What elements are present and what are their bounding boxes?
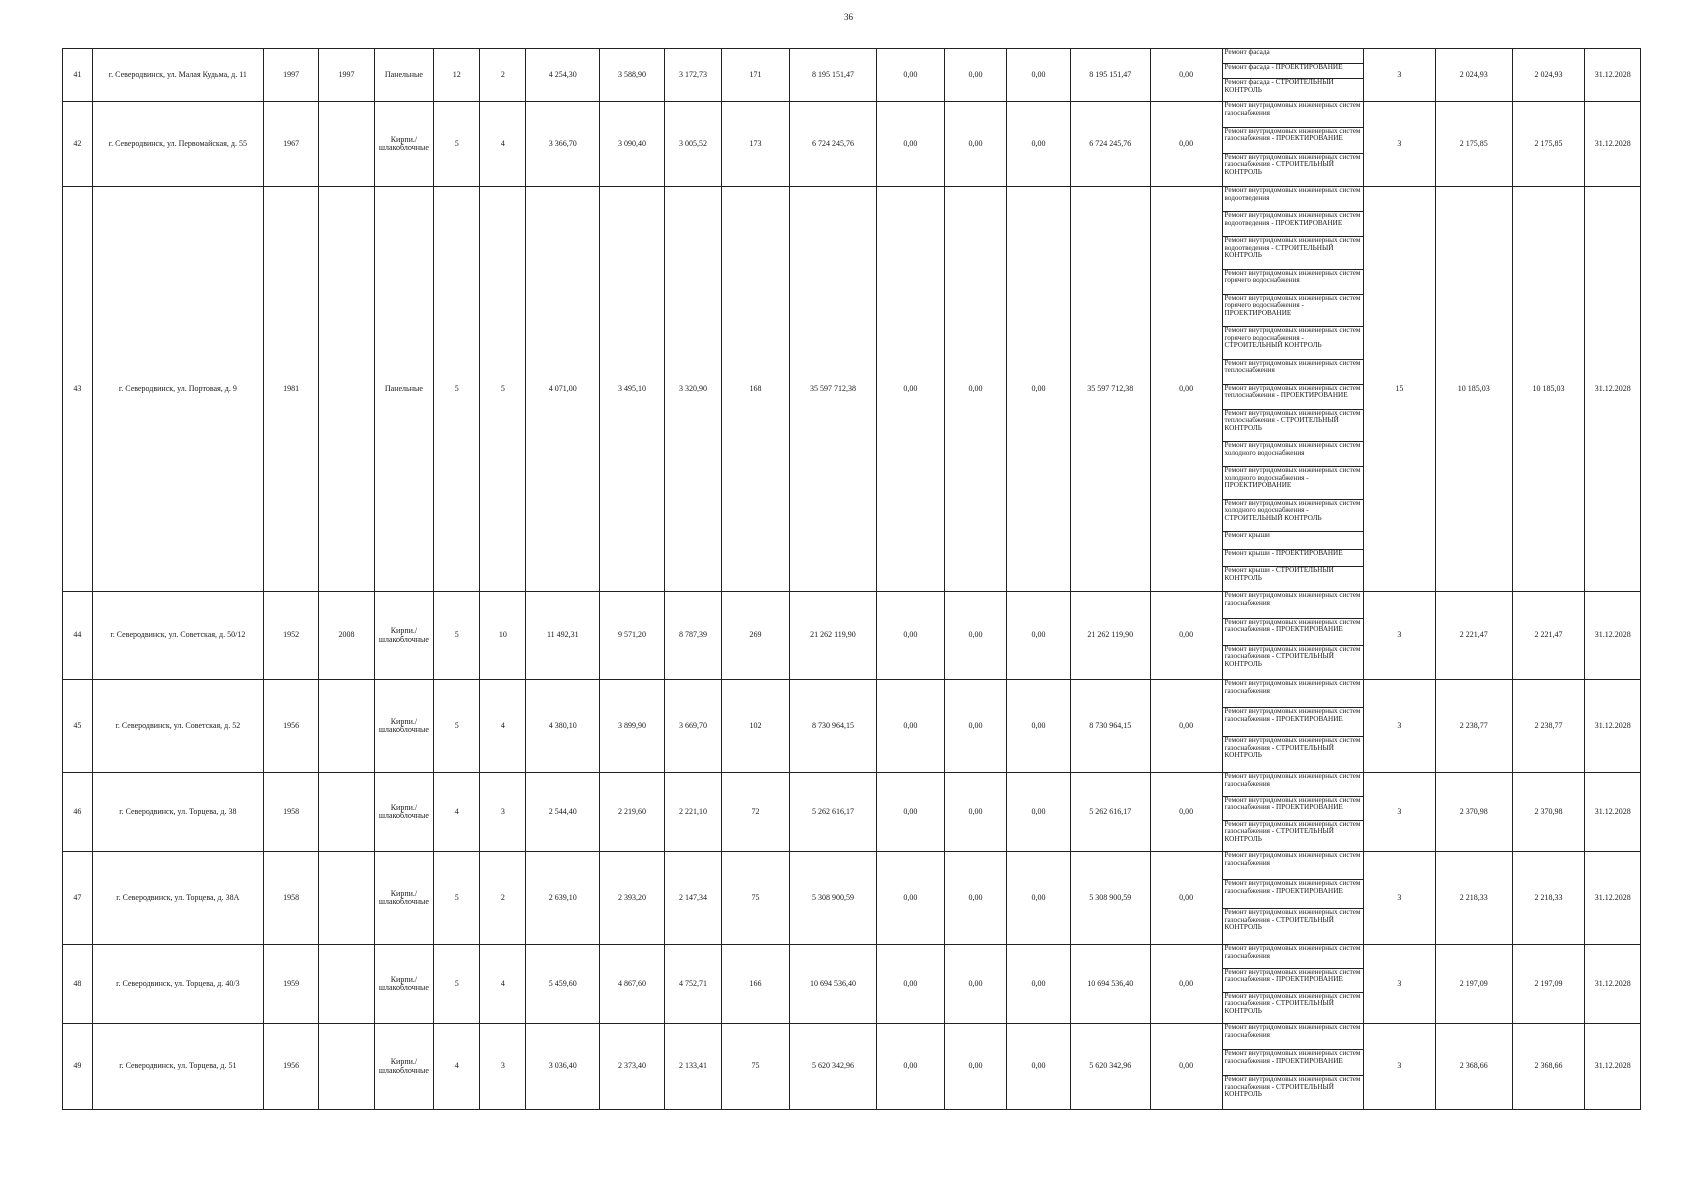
cell-addr: г. Северодвинск, ул. Торцева, д. 40/3 (92, 945, 263, 1024)
work-item (1223, 773, 1363, 797)
cell-cost: 8 730 964,15 (789, 680, 876, 773)
work-item-text: Ремонт внутридомовых инженерных систем теплоснабжения - ПРОЕКТИРОВАНИЕ (1224, 384, 1361, 400)
cell-ent: 3 (480, 1024, 526, 1110)
work-item-text: Ремонт внутридомовых инженерных систем газоснабжения - ПРОЕКТИРОВАНИЕ (1224, 968, 1361, 984)
cell-z2: 0,00 (944, 680, 1007, 773)
cell-s1: 5 459,60 (526, 945, 600, 1024)
cell-z4: 0,00 (1150, 680, 1222, 773)
cell-s3: 2 133,41 (664, 1024, 721, 1110)
work-item-text: Ремонт внутридомовых инженерных систем горячего водоснабжения - ПРОЕКТИРОВАНИЕ (1224, 294, 1361, 317)
cell-u1: 2 218,33 (1435, 852, 1512, 945)
works-list (1223, 773, 1363, 851)
work-item-text: Ремонт внутридомовых инженерных систем холодного водоснабжения (1224, 442, 1361, 457)
cell-pop: 166 (722, 945, 790, 1024)
work-item (1223, 212, 1363, 237)
cell-y1: 1952 (263, 592, 318, 680)
cell-z3: 0,00 (1007, 945, 1071, 1024)
cell-cost2: 8 195 151,47 (1070, 49, 1150, 102)
cell-n: 48 (63, 945, 93, 1024)
cell-date: 31.12.2028 (1585, 102, 1641, 187)
cell-s2: 2 393,20 (600, 852, 665, 945)
work-item-text: Ремонт внутридомовых инженерных систем холодного водоснабжения - ПРОЕКТИРОВАНИЕ (1224, 467, 1361, 490)
work-item-text: Ремонт крыши (1224, 532, 1270, 540)
cell-z1: 0,00 (877, 680, 945, 773)
work-item-text: Ремонт внутридомовых инженерных систем газоснабжения (1224, 945, 1361, 960)
cell-u1: 2 221,47 (1435, 592, 1512, 680)
cell-addr: г. Северодвинск, ул. Советская, д. 52 (92, 680, 263, 773)
cell-z4: 0,00 (1150, 592, 1222, 680)
work-item-text: Ремонт внутридомовых инженерных систем газоснабжения - СТРОИТЕЛЬНЫЙ КОНТРОЛЬ (1224, 908, 1361, 932)
cell-s1: 2 544,40 (526, 773, 600, 852)
cell-u1: 2 024,93 (1435, 49, 1512, 102)
cell-mat: Кирпи./ шлакоблочные (374, 945, 433, 1024)
cell-s3: 3 172,73 (664, 49, 721, 102)
cell-cnt: 3 (1364, 852, 1436, 945)
works-list (1223, 592, 1363, 679)
cell-s2: 2 219,60 (600, 773, 665, 852)
cell-z1: 0,00 (877, 1024, 945, 1110)
works-list (1223, 1024, 1363, 1109)
work-item (1223, 550, 1363, 567)
cell-pop: 102 (722, 680, 790, 773)
work-item-text: Ремонт фасада - СТРОИТЕЛЬНЫЙ КОНТРОЛЬ (1224, 79, 1334, 94)
cell-mat: Кирпи./ шлакоблочные (374, 1024, 433, 1110)
cell-z3: 0,00 (1007, 1024, 1071, 1110)
cell-u1: 2 370,98 (1435, 773, 1512, 852)
cell-date: 31.12.2028 (1585, 945, 1641, 1024)
cell-z1: 0,00 (877, 49, 945, 102)
cell-cost: 8 195 151,47 (789, 49, 876, 102)
cell-works (1222, 592, 1363, 680)
cell-y1: 1967 (263, 102, 318, 187)
cell-fl: 5 (434, 187, 480, 592)
work-item (1223, 567, 1363, 591)
cell-n: 47 (63, 852, 93, 945)
cell-fl: 5 (434, 945, 480, 1024)
cell-mat: Кирпи./ шлакоблочные (374, 773, 433, 852)
work-item (1223, 945, 1363, 969)
work-item-text: Ремонт внутридомовых инженерных систем газоснабжения - СТРОИТЕЛЬНЫЙ КОНТРОЛЬ (1224, 153, 1361, 176)
cell-works (1222, 187, 1363, 592)
cell-y1: 1958 (263, 773, 318, 852)
cell-s3: 4 752,71 (664, 945, 721, 1024)
work-item-text: Ремонт внутридомовых инженерных систем газоснабжения (1224, 773, 1361, 788)
cell-z1: 0,00 (877, 187, 945, 592)
cell-s2: 9 571,20 (600, 592, 665, 680)
cell-cost: 21 262 119,90 (789, 592, 876, 680)
work-item (1223, 154, 1363, 186)
cell-works (1222, 1024, 1363, 1110)
cell-addr: г. Северодвинск, ул. Малая Кудьма, д. 11 (92, 49, 263, 102)
cell-z1: 0,00 (877, 592, 945, 680)
cell-s3: 2 221,10 (664, 773, 721, 852)
work-item-text: Ремонт крыши - СТРОИТЕЛЬНЫЙ КОНТРОЛЬ (1224, 567, 1334, 582)
cell-cost2: 8 730 964,15 (1070, 680, 1150, 773)
repair-register-table (62, 48, 1641, 1110)
cell-mat: Кирпи./ шлакоблочные (374, 102, 433, 187)
cell-y2 (319, 773, 374, 852)
work-item-text: Ремонт внутридомовых инженерных систем газоснабжения - ПРОЕКТИРОВАНИЕ (1224, 880, 1361, 896)
work-item (1223, 49, 1363, 64)
cell-cnt: 3 (1364, 49, 1436, 102)
cell-z4: 0,00 (1150, 1024, 1222, 1110)
table-row (63, 945, 1641, 1024)
work-item-text: Ремонт внутридомовых инженерных систем газоснабжения - ПРОЕКТИРОВАНИЕ (1224, 796, 1361, 812)
cell-pop: 168 (722, 187, 790, 592)
cell-y2 (319, 1024, 374, 1110)
cell-date: 31.12.2028 (1585, 680, 1641, 773)
cell-works (1222, 49, 1363, 102)
cell-z3: 0,00 (1007, 592, 1071, 680)
cell-works (1222, 773, 1363, 852)
cell-n: 42 (63, 102, 93, 187)
cell-s1: 4 380,10 (526, 680, 600, 773)
cell-u2: 2 221,47 (1512, 592, 1585, 680)
cell-s1: 3 036,40 (526, 1024, 600, 1110)
cell-y1: 1981 (263, 187, 318, 592)
table-row (63, 852, 1641, 945)
cell-cnt: 3 (1364, 680, 1436, 773)
cell-n: 46 (63, 773, 93, 852)
work-item (1223, 821, 1363, 851)
cell-fl: 5 (434, 680, 480, 773)
cell-cost2: 5 262 616,17 (1070, 773, 1150, 852)
cell-ent: 5 (480, 187, 526, 592)
cell-n: 41 (63, 49, 93, 102)
work-item (1223, 467, 1363, 500)
cell-u2: 2 370,98 (1512, 773, 1585, 852)
work-item (1223, 128, 1363, 154)
work-item-text: Ремонт внутридомовых инженерных систем горячего водоснабжения (1224, 269, 1361, 285)
cell-s1: 3 366,70 (526, 102, 600, 187)
work-item-text: Ремонт внутридомовых инженерных систем холодного водоснабжения - СТРОИТЕЛЬНЫЙ КОНТРОЛЬ (1224, 499, 1361, 522)
work-item (1223, 708, 1363, 736)
work-item (1223, 852, 1363, 880)
cell-date: 31.12.2028 (1585, 852, 1641, 945)
cell-addr: г. Северодвинск, ул. Торцева, д. 38 (92, 773, 263, 852)
work-item (1223, 646, 1363, 679)
cell-z2: 0,00 (944, 592, 1007, 680)
cell-cost: 35 597 712,38 (789, 187, 876, 592)
cell-date: 31.12.2028 (1585, 1024, 1641, 1110)
work-item (1223, 619, 1363, 646)
cell-u1: 2 197,09 (1435, 945, 1512, 1024)
cell-s3: 3 005,52 (664, 102, 721, 187)
work-item-text: Ремонт внутридомовых инженерных систем газоснабжения - ПРОЕКТИРОВАНИЕ (1224, 618, 1361, 634)
cell-cost2: 6 724 245,76 (1070, 102, 1150, 187)
cell-s2: 4 867,60 (600, 945, 665, 1024)
cell-fl: 5 (434, 102, 480, 187)
cell-fl: 4 (434, 773, 480, 852)
cell-y1: 1997 (263, 49, 318, 102)
work-item (1223, 79, 1363, 101)
cell-s3: 2 147,34 (664, 852, 721, 945)
cell-cnt: 3 (1364, 945, 1436, 1024)
cell-cnt: 3 (1364, 773, 1436, 852)
cell-y2 (319, 945, 374, 1024)
cell-s2: 3 588,90 (600, 49, 665, 102)
cell-y2 (319, 187, 374, 592)
cell-y1: 1958 (263, 852, 318, 945)
cell-cnt: 3 (1364, 592, 1436, 680)
work-item (1223, 797, 1363, 821)
cell-mat: Панельные (374, 49, 433, 102)
cell-works (1222, 852, 1363, 945)
cell-date: 31.12.2028 (1585, 49, 1641, 102)
cell-cnt: 15 (1364, 187, 1436, 592)
cell-date: 31.12.2028 (1585, 592, 1641, 680)
cell-z2: 0,00 (944, 852, 1007, 945)
work-item (1223, 680, 1363, 708)
cell-z2: 0,00 (944, 49, 1007, 102)
table-row (63, 592, 1641, 680)
cell-fl: 5 (434, 852, 480, 945)
cell-fl: 12 (434, 49, 480, 102)
cell-fl: 5 (434, 592, 480, 680)
table-row (63, 187, 1641, 592)
cell-cost: 10 694 536,40 (789, 945, 876, 1024)
work-item (1223, 410, 1363, 443)
cell-z3: 0,00 (1007, 773, 1071, 852)
work-item-text: Ремонт внутридомовых инженерных систем газоснабжения (1224, 1024, 1361, 1039)
work-item (1223, 360, 1363, 385)
cell-z3: 0,00 (1007, 852, 1071, 945)
work-item-text: Ремонт фасада - ПРОЕКТИРОВАНИЕ (1224, 64, 1343, 72)
work-item-text: Ремонт фасада (1224, 49, 1270, 56)
cell-cost2: 5 308 900,59 (1070, 852, 1150, 945)
table-row (63, 680, 1641, 773)
cell-works (1222, 680, 1363, 773)
cell-mat: Кирпи./ шлакоблочные (374, 852, 433, 945)
work-item (1223, 385, 1363, 410)
work-item (1223, 969, 1363, 993)
cell-mat: Кирпи./ шлакоблочные (374, 680, 433, 773)
work-item (1223, 442, 1363, 467)
cell-cnt: 3 (1364, 102, 1436, 187)
cell-cost: 5 262 616,17 (789, 773, 876, 852)
cell-ent: 2 (480, 49, 526, 102)
cell-u1: 2 238,77 (1435, 680, 1512, 773)
cell-pop: 72 (722, 773, 790, 852)
work-item-text: Ремонт внутридомовых инженерных систем газоснабжения - СТРОИТЕЛЬНЫЙ КОНТРОЛЬ (1224, 992, 1361, 1015)
cell-addr: г. Северодвинск, ул. Торцева, д. 38А (92, 852, 263, 945)
work-item-text: Ремонт внутридомовых инженерных систем газоснабжения (1224, 680, 1361, 695)
cell-z2: 0,00 (944, 945, 1007, 1024)
cell-z3: 0,00 (1007, 102, 1071, 187)
work-item-text: Ремонт внутридомовых инженерных систем газоснабжения (1224, 592, 1361, 607)
work-item-text: Ремонт внутридомовых инженерных систем горячего водоснабжения - СТРОИТЕЛЬНЫЙ КОНТРОЛЬ (1224, 327, 1361, 350)
work-item (1223, 532, 1363, 549)
cell-mat: Панельные (374, 187, 433, 592)
work-item-text: Ремонт внутридомовых инженерных систем водоотведения - СТРОИТЕЛЬНЫЙ КОНТРОЛЬ (1224, 236, 1361, 260)
work-item (1223, 1050, 1363, 1076)
cell-z1: 0,00 (877, 773, 945, 852)
work-item (1223, 993, 1363, 1023)
work-item (1223, 64, 1363, 79)
cell-n: 43 (63, 187, 93, 592)
cell-n: 45 (63, 680, 93, 773)
work-item (1223, 327, 1363, 360)
cell-mat: Кирпи./ шлакоблочные (374, 592, 433, 680)
work-item-text: Ремонт внутридомовых инженерных систем водоотведения (1224, 187, 1361, 202)
cell-fl: 4 (434, 1024, 480, 1110)
cell-z1: 0,00 (877, 852, 945, 945)
cell-z4: 0,00 (1150, 102, 1222, 187)
cell-z2: 0,00 (944, 102, 1007, 187)
work-item (1223, 102, 1363, 128)
work-item-text: Ремонт внутридомовых инженерных систем водоотведения - ПРОЕКТИРОВАНИЕ (1224, 211, 1361, 227)
cell-u1: 10 185,03 (1435, 187, 1512, 592)
work-item (1223, 270, 1363, 295)
cell-date: 31.12.2028 (1585, 773, 1641, 852)
cell-s1: 4 254,30 (526, 49, 600, 102)
work-item (1223, 592, 1363, 619)
cell-u2: 2 238,77 (1512, 680, 1585, 773)
work-item (1223, 880, 1363, 908)
cell-u2: 2 024,93 (1512, 49, 1585, 102)
cell-u2: 2 197,09 (1512, 945, 1585, 1024)
cell-addr: г. Северодвинск, ул. Портовая, д. 9 (92, 187, 263, 592)
cell-s3: 3 320,90 (664, 187, 721, 592)
cell-cost: 6 724 245,76 (789, 102, 876, 187)
cell-z1: 0,00 (877, 102, 945, 187)
work-item-text: Ремонт внутридомовых инженерных систем газоснабжения - СТРОИТЕЛЬНЫЙ КОНТРОЛЬ (1224, 736, 1361, 760)
cell-ent: 4 (480, 102, 526, 187)
cell-s3: 8 787,39 (664, 592, 721, 680)
work-item-text: Ремонт внутридомовых инженерных систем газоснабжения - СТРОИТЕЛЬНЫЙ КОНТРОЛЬ (1224, 645, 1361, 668)
works-list (1223, 945, 1363, 1023)
cell-cost2: 10 694 536,40 (1070, 945, 1150, 1024)
cell-y2: 1997 (319, 49, 374, 102)
cell-s1: 2 639,10 (526, 852, 600, 945)
cell-cost2: 35 597 712,38 (1070, 187, 1150, 592)
cell-z3: 0,00 (1007, 680, 1071, 773)
work-item-text: Ремонт внутридомовых инженерных систем теплоснабжения (1224, 359, 1361, 375)
cell-pop: 75 (722, 852, 790, 945)
cell-u2: 10 185,03 (1512, 187, 1585, 592)
cell-addr: г. Северодвинск, ул. Советская, д. 50/12 (92, 592, 263, 680)
cell-y2 (319, 852, 374, 945)
cell-s1: 4 071,00 (526, 187, 600, 592)
work-item-text: Ремонт внутридомовых инженерных систем газоснабжения - СТРОИТЕЛЬНЫЙ КОНТРОЛЬ (1224, 1076, 1361, 1099)
work-item-text: Ремонт внутридомовых инженерных систем газоснабжения - ПРОЕКТИРОВАНИЕ (1224, 708, 1361, 724)
cell-pop: 173 (722, 102, 790, 187)
cell-s3: 3 669,70 (664, 680, 721, 773)
cell-u2: 2 218,33 (1512, 852, 1585, 945)
table-row (63, 1024, 1641, 1110)
cell-z2: 0,00 (944, 773, 1007, 852)
work-item (1223, 187, 1363, 212)
cell-s1: 11 492,31 (526, 592, 600, 680)
cell-z2: 0,00 (944, 187, 1007, 592)
cell-works (1222, 102, 1363, 187)
work-item (1223, 909, 1363, 944)
cell-ent: 10 (480, 592, 526, 680)
work-item-text: Ремонт внутридомовых инженерных систем теплоснабжения - СТРОИТЕЛЬНЫЙ КОНТРОЛЬ (1224, 409, 1361, 432)
works-list (1223, 102, 1363, 186)
work-item (1223, 1024, 1363, 1050)
cell-cnt: 3 (1364, 1024, 1436, 1110)
work-item-text: Ремонт внутридомовых инженерных систем газоснабжения - ПРОЕКТИРОВАНИЕ (1224, 1050, 1361, 1065)
cell-z3: 0,00 (1007, 49, 1071, 102)
work-item-text: Ремонт внутридомовых инженерных систем газоснабжения (1224, 102, 1361, 117)
cell-pop: 171 (722, 49, 790, 102)
cell-s2: 3 899,90 (600, 680, 665, 773)
cell-z4: 0,00 (1150, 187, 1222, 592)
work-item-text: Ремонт внутридомовых инженерных систем газоснабжения (1224, 852, 1361, 867)
work-item-text: Ремонт крыши - ПРОЕКТИРОВАНИЕ (1224, 549, 1343, 557)
work-item-text: Ремонт внутридомовых инженерных систем газоснабжения - ПРОЕКТИРОВАНИЕ (1224, 127, 1361, 143)
cell-cost: 5 308 900,59 (789, 852, 876, 945)
works-list (1223, 187, 1363, 591)
cell-u2: 2 368,66 (1512, 1024, 1585, 1110)
cell-pop: 269 (722, 592, 790, 680)
cell-u1: 2 175,85 (1435, 102, 1512, 187)
cell-ent: 4 (480, 945, 526, 1024)
work-item (1223, 295, 1363, 328)
cell-n: 44 (63, 592, 93, 680)
works-list (1223, 680, 1363, 772)
cell-s2: 2 373,40 (600, 1024, 665, 1110)
cell-date: 31.12.2028 (1585, 187, 1641, 592)
cell-addr: г. Северодвинск, ул. Торцева, д. 51 (92, 1024, 263, 1110)
cell-y1: 1959 (263, 945, 318, 1024)
cell-z3: 0,00 (1007, 187, 1071, 592)
cell-ent: 4 (480, 680, 526, 773)
cell-pop: 75 (722, 1024, 790, 1110)
cell-s2: 3 495,10 (600, 187, 665, 592)
cell-y2 (319, 102, 374, 187)
work-item (1223, 500, 1363, 533)
work-item (1223, 737, 1363, 772)
cell-s2: 3 090,40 (600, 102, 665, 187)
cell-y2 (319, 680, 374, 773)
work-item (1223, 237, 1363, 270)
cell-addr: г. Северодвинск, ул. Первомайская, д. 55 (92, 102, 263, 187)
works-list (1223, 852, 1363, 944)
work-item (1223, 1076, 1363, 1109)
cell-z2: 0,00 (944, 1024, 1007, 1110)
cell-z4: 0,00 (1150, 773, 1222, 852)
work-item-text: Ремонт внутридомовых инженерных систем газоснабжения - СТРОИТЕЛЬНЫЙ КОНТРОЛЬ (1224, 820, 1361, 843)
cell-works (1222, 945, 1363, 1024)
cell-ent: 2 (480, 852, 526, 945)
table-body (63, 49, 1641, 1110)
cell-y1: 1956 (263, 1024, 318, 1110)
cell-n: 49 (63, 1024, 93, 1110)
cell-y2: 2008 (319, 592, 374, 680)
page-number: 36 (844, 12, 853, 22)
cell-z4: 0,00 (1150, 49, 1222, 102)
cell-y1: 1956 (263, 680, 318, 773)
cell-ent: 3 (480, 773, 526, 852)
cell-u1: 2 368,66 (1435, 1024, 1512, 1110)
cell-u2: 2 175,85 (1512, 102, 1585, 187)
table-row (63, 773, 1641, 852)
table-row (63, 49, 1641, 102)
table-row (63, 102, 1641, 187)
works-list (1223, 49, 1363, 101)
cell-cost: 5 620 342,96 (789, 1024, 876, 1110)
cell-z1: 0,00 (877, 945, 945, 1024)
cell-cost2: 21 262 119,90 (1070, 592, 1150, 680)
cell-cost2: 5 620 342,96 (1070, 1024, 1150, 1110)
cell-z4: 0,00 (1150, 852, 1222, 945)
cell-z4: 0,00 (1150, 945, 1222, 1024)
